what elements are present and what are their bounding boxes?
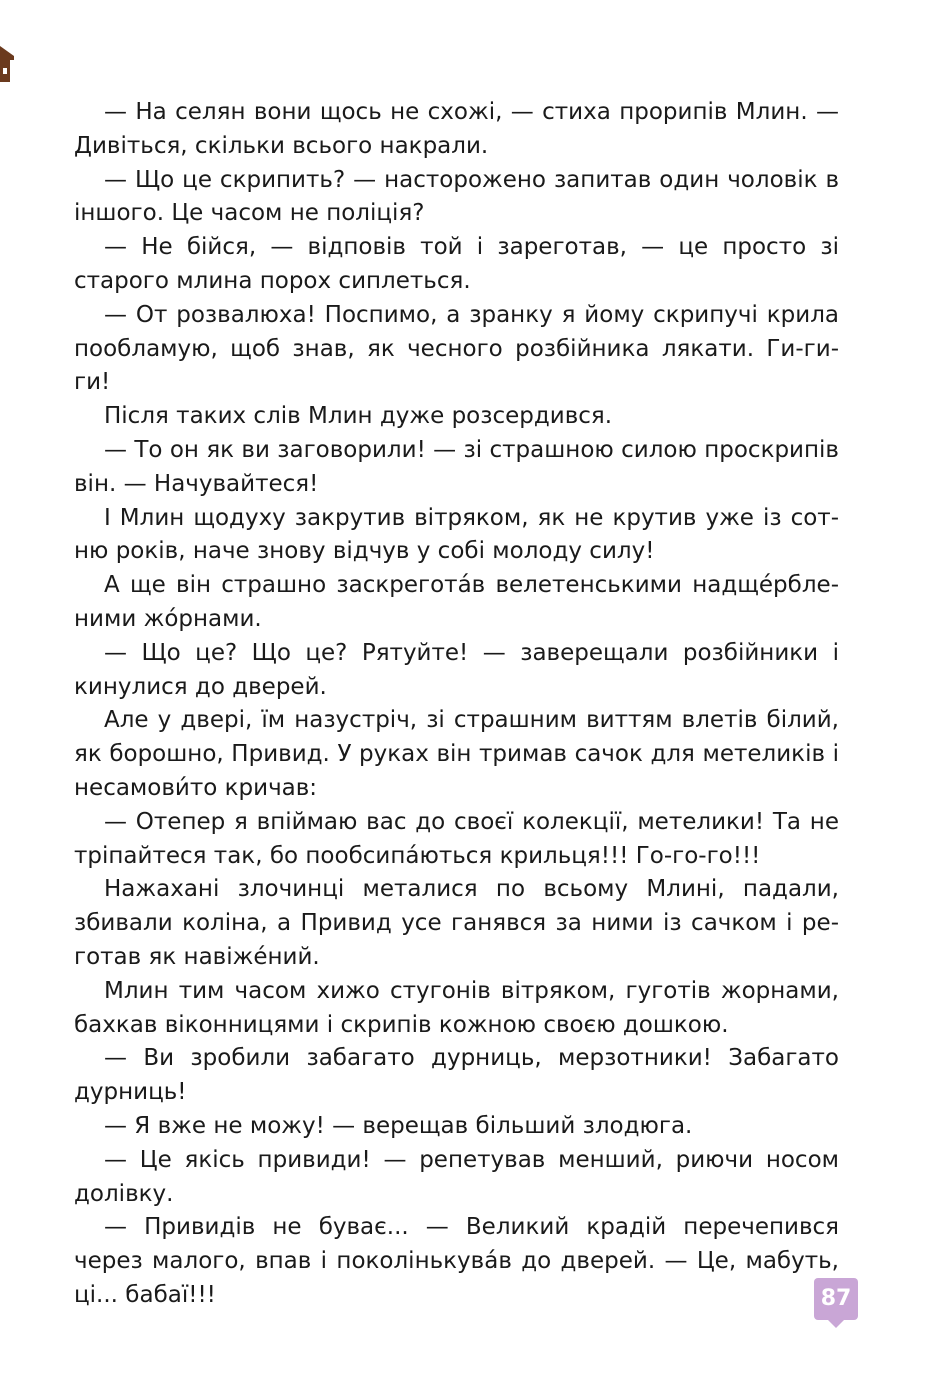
paragraph: — На селян вони щось не схожі, — стиха прорипів Млин. — Дивіться, скільки всього накрали. (74, 99, 839, 159)
paragraph: — От розвалюха! Поспимо, а зранку я йому скрипучі крила пообламую, щоб знав, як чесного розбійника лякати. Ги-ги-ги! (74, 301, 839, 396)
paragraph: — Привидів не буває... — Великий крадій перечепився через малого, впав і поколінькува́в до дверей. — Це, мабуть, ці... бабаї!!! (74, 1214, 839, 1308)
story-text (74, 96, 839, 1313)
paragraph: — Що це скрипить? — насторожено запитав один чоловік в іншого. Це часом не поліція? (74, 166, 839, 227)
paragraph: — То он як ви заговорили! — зі страшною силою проскрипів він. — Начувайтеся! (74, 436, 839, 497)
paragraph: — Отепер я впіймаю вас до своєї колекції, метелики! Та не тріпайтеся так, бо пообсипа́ються крильця!!! Го-го-го!!! (74, 808, 839, 869)
paragraph: І Млин щодуху закрутив вітряком, як не крутив уже із сотню років, наче знову відчув у собі молоду силу! (74, 504, 839, 565)
house-icon (0, 42, 14, 84)
page-number: 87 (814, 1278, 858, 1320)
paragraph: Нажахані злочинці металися по всьому Млині, падали, збивали коліна, а Привид усе ганявся за ними із сачком і реготав як навіже́ний. (74, 876, 839, 970)
paragraph: Але у двері, їм назустріч, зі страшним виттям влетів білий, як борошно, Привид. У руках він тримав сачок для метеликів і несамови́то кричав: (74, 707, 839, 801)
paragraph: — Що це? Що це? Рятуйте! — заверещали розбійники і кинулися до дверей. (74, 639, 839, 700)
paragraph: — Це якісь привиди! — репетував менший, риючи носом долівку. (74, 1146, 839, 1207)
page-number-tail (828, 1320, 844, 1328)
paragraph: Після таких слів Млин дуже розсердився. (104, 403, 613, 430)
paragraph: — Не бійся, — відповів той і зареготав, — це просто зі старого млина порох сиплеться. (74, 234, 839, 294)
paragraph: А ще він страшно заскрегота́в велетенськими надще́рбленими жо́рнами. (74, 572, 839, 632)
paragraph: — Ви зробили забагато дурниць, мерзотники! Забагато дурниць! (74, 1045, 839, 1106)
paragraph: Млин тим часом хижо стугонів вітряком, гуготів жорнами, бахкав віконницями і скрипів кожною своєю дошкою. (74, 977, 839, 1038)
paragraph: — Я вже не можу! — верещав більший злодюга. (104, 1112, 693, 1139)
